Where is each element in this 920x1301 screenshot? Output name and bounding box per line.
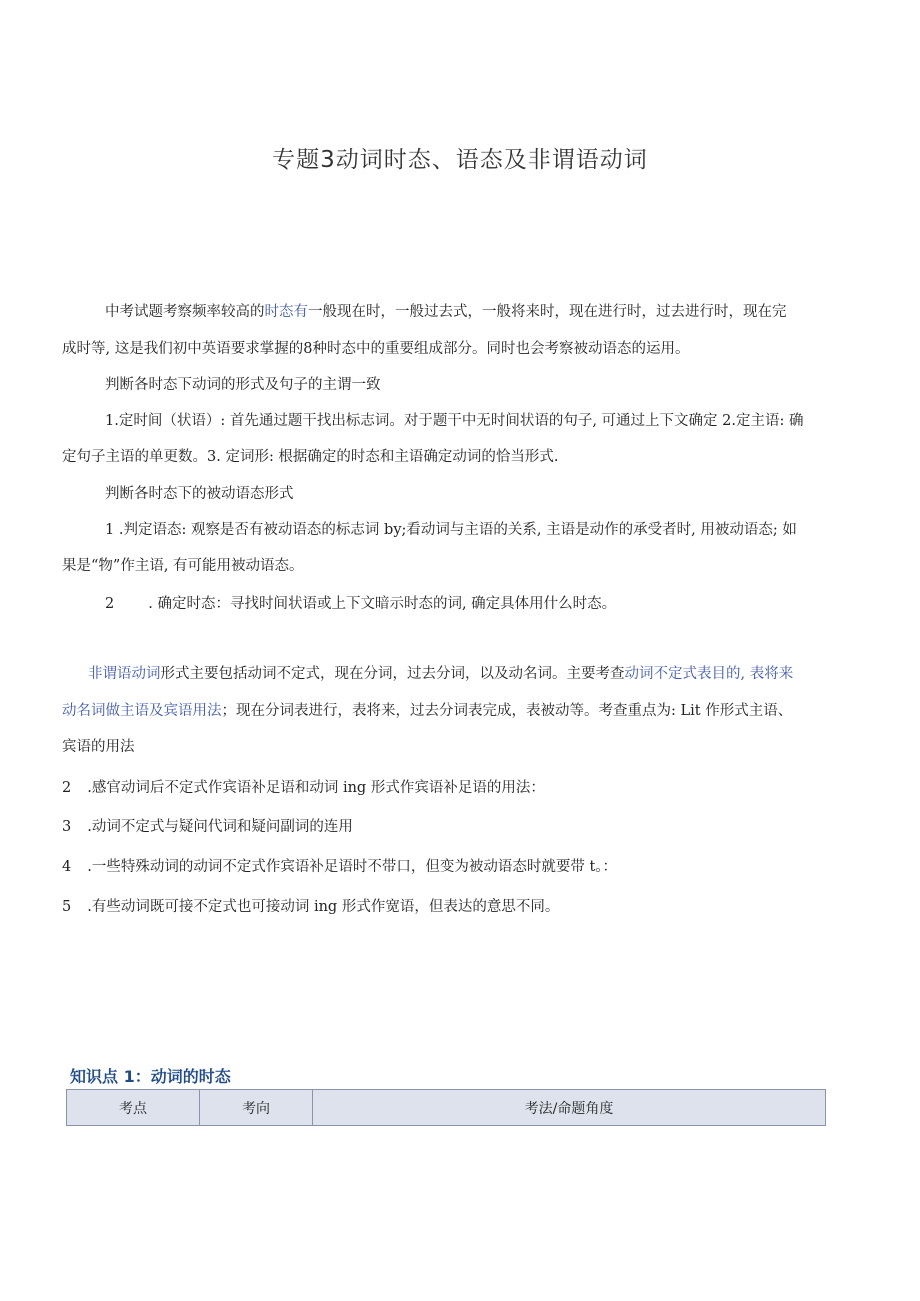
item-text: .动词不定式与疑问代词和疑问副词的连用 — [87, 819, 353, 835]
list-item — [62, 897, 559, 917]
column-header-direction: 考向 — [200, 1090, 313, 1126]
item-number: 5 — [62, 899, 72, 915]
intro-line-9 — [105, 594, 616, 614]
intro-text: 一般现在时，一般过去式，一般将来时，现在进行时，过去进行时，现在完 — [308, 304, 787, 320]
nonfinite-line-2 — [62, 701, 792, 721]
item-text: .一些特殊动词的动词不定式作宾语补足语时不带口，但变为被动语态时就要带 t。： — [87, 859, 618, 875]
item-number: 2 — [105, 596, 115, 612]
gerund-usage-link[interactable]: 动名词做主语及宾语用法 — [62, 703, 222, 719]
column-header-exam-point: 考点 — [67, 1090, 200, 1126]
list-item — [62, 817, 353, 837]
list-item — [62, 857, 617, 877]
infinitive-purpose-link[interactable]: 动词不定式表目的, 表将来 — [624, 666, 794, 682]
page-title: 专题3动词时态、语态及非谓语动词 — [272, 147, 648, 173]
item-number: 4 — [62, 859, 72, 875]
table-header-row — [67, 1090, 826, 1126]
nonfinite-text: 形式主要包括动词不定式，现在分词，过去分词，以及动名词。主要考查 — [160, 666, 625, 682]
nonfinite-line-3: 宾语的用法 — [62, 739, 135, 755]
item-number: 2 — [62, 780, 72, 796]
nonfinite-verb-link[interactable]: 非谓语动词 — [88, 666, 161, 682]
intro-line-1 — [105, 302, 787, 322]
nonfinite-text: ；现在分词表进行，表将来，过去分词表完成，表被动等。考查重点为: Lit 作形式主语、 — [221, 703, 793, 719]
item-number: 3 — [62, 819, 72, 835]
column-header-question-angle: 考法/命题角度 — [313, 1090, 826, 1126]
intro-line-4: 1.定时间（状语）: 首先通过题干找出标志词。对于题干中无时间状语的句子, 可通过上下文确定 2.定主语: 确 — [105, 413, 804, 429]
intro-line-6: 判断各时态下的被动语态形式 — [105, 486, 294, 502]
item-text: .有些动词既可接不定式也可接动词 ing 形式作宽语，但表达的意思不同。 — [87, 899, 560, 915]
tense-link[interactable]: 时态有 — [264, 304, 308, 320]
intro-line-8: 果是“物”作主语, 有可能用被动语态。 — [62, 558, 304, 574]
nonfinite-line-1 — [88, 664, 793, 684]
list-item — [62, 778, 545, 798]
item-text: .感官动词后不定式作宾语补足语和动词 ing 形式作宾语补足语的用法： — [87, 780, 545, 796]
knowledge-point-heading: 知识点 1：动词的时态 — [70, 1067, 231, 1086]
item-text: . 确定时态：寻找时间状语或上下文暗示时态的词, 确定具体用什么时态。 — [148, 596, 617, 612]
intro-line-7: 1 .判定语态: 观察是否有被动语态的标志词 by;看动词与主语的关系, 主语是动作的承受者时, 用被动语态; 如 — [105, 522, 797, 538]
intro-text: 中考试题考察频率较高的 — [105, 304, 265, 320]
intro-line-2: 成时等, 这是我们初中英语要求掌握的8种时态中的重要组成部分。同时也会考察被动语态的运用。 — [62, 341, 690, 357]
knowledge-point-table — [66, 1089, 826, 1126]
intro-line-3: 判断各时态下动词的形式及句子的主谓一致 — [105, 377, 381, 393]
intro-line-5: 定句子主语的单更数。3. 定词形: 根据确定的时态和主语确定动词的恰当形式. — [62, 449, 559, 465]
